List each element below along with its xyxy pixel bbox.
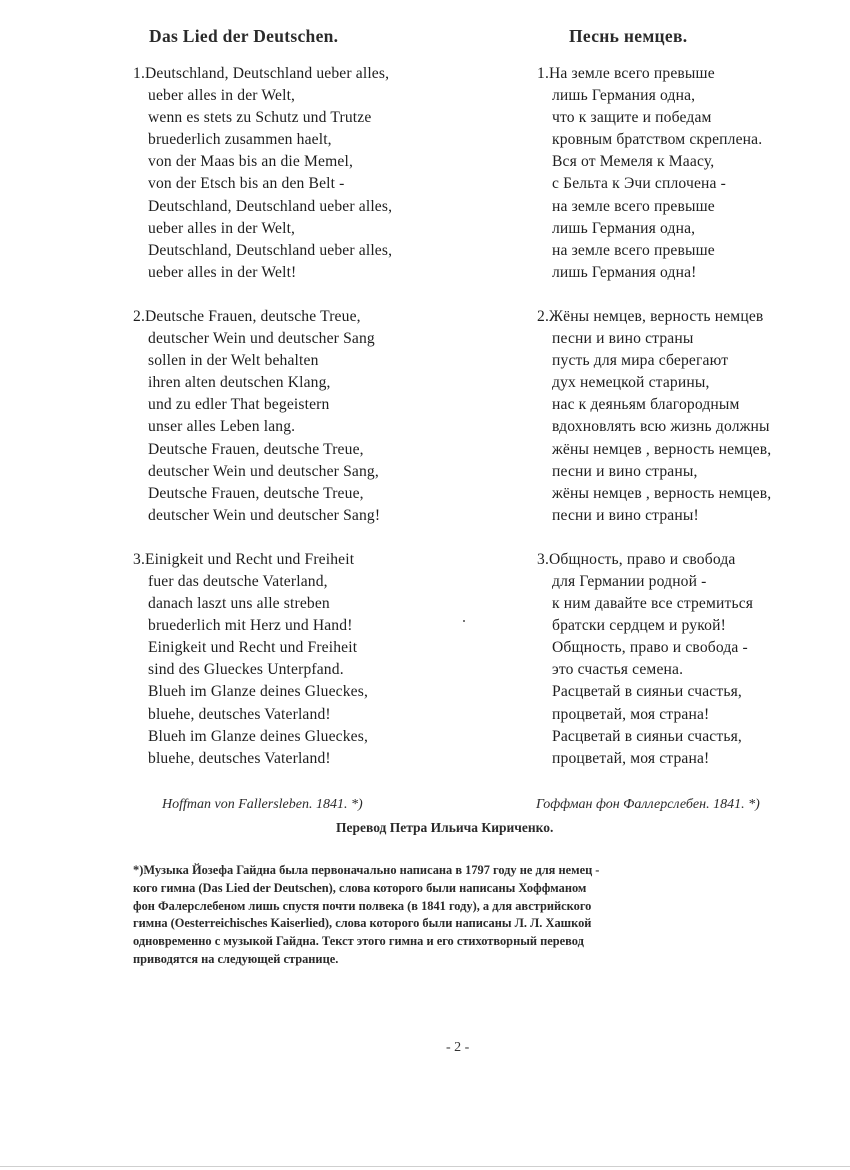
russian-lyric-line: кровным братством скреплена.: [552, 131, 763, 149]
russian-lyric-line: вдохновлять всю жизнь должны: [552, 418, 770, 436]
russian-lyric-line: пусть для мира сберегают: [552, 352, 729, 370]
page-number: - 2 -: [446, 1040, 470, 1055]
russian-lyric-line: жёны немцев , верность немцев,: [552, 484, 772, 502]
german-lyric-line: ueber alles in der Welt,: [148, 219, 296, 237]
russian-lyric-line: с Бельта к Эчи сплочена -: [552, 175, 726, 193]
russian-lyric-line: братски сердцем и рукой!: [552, 617, 726, 635]
german-lyric-line: danach laszt uns alle streben: [148, 595, 330, 613]
german-stanza-2: [133, 306, 493, 527]
footnote-line: приводятся на следующей странице.: [133, 951, 339, 966]
russian-lyric-line: 1.На земле всего превыше: [537, 65, 715, 82]
scan-speck: [463, 620, 465, 622]
footnote-line: одновременно с музыкой Гайдна. Текст этого гимна и его стихотворный перевод: [133, 934, 584, 949]
footnote: [133, 862, 773, 969]
german-lyric-line: deutscher Wein und deutscher Sang: [148, 330, 375, 348]
russian-lyric-line: дух немецкой старины,: [552, 374, 710, 392]
german-lyric-line: 1.Deutschland, Deutschland ueber alles,: [133, 65, 390, 82]
page-edge-line: [0, 1166, 850, 1167]
german-title: Das Lied der Deutschen.: [149, 26, 339, 46]
footnote-line: кого гимна (Das Lied der Deutschen), слова которого были написаны Хоффманом: [133, 880, 587, 895]
german-lyric-line: sollen in der Welt behalten: [148, 352, 319, 370]
footnote-line: *)Музыка Йозефа Гайдна была первоначально написана в 1797 году не для немец -: [133, 863, 600, 877]
footnote-line: фон Фалерслебеном лишь спустя почти полвека (в 1841 году), а для австрийского: [133, 898, 592, 913]
german-author-attribution: Hoffman von Fallersleben. 1841. *): [162, 797, 363, 812]
german-lyric-line: von der Etsch bis an den Belt -: [148, 175, 345, 193]
german-lyric-line: Blueh im Glanze deines Glueckes,: [148, 683, 369, 701]
german-lyric-line: Deutsche Frauen, deutsche Treue,: [148, 440, 364, 458]
german-lyric-line: Blueh im Glanze deines Glueckes,: [148, 727, 369, 745]
german-lyric-line: fuer das deutsche Vaterland,: [148, 572, 328, 590]
german-lyric-line: und zu edler That begeistern: [148, 396, 330, 414]
russian-stanza-2: [537, 306, 837, 527]
german-lyric-line: ihren alten deutschen Klang,: [148, 374, 331, 392]
russian-title: Песнь немцев.: [569, 26, 688, 46]
russian-lyric-line: на земле всего превыше: [552, 197, 715, 215]
german-lyric-line: bluehe, deutsches Vaterland!: [148, 749, 331, 767]
russian-lyric-line: что к защите и победам: [552, 109, 712, 127]
russian-lyrics-column: [537, 63, 837, 792]
russian-lyric-line: Общность, право и свобода -: [552, 639, 748, 657]
german-lyric-line: deutscher Wein und deutscher Sang,: [148, 462, 379, 480]
russian-stanza-3: [537, 549, 837, 770]
russian-lyric-line: песни и вино страны,: [552, 462, 698, 480]
german-lyrics-column: [133, 63, 493, 792]
german-lyric-line: Deutsche Frauen, deutsche Treue,: [148, 484, 364, 502]
russian-lyric-line: 2.Жёны немцев, верность немцев: [537, 307, 764, 325]
german-lyric-line: ueber alles in der Welt,: [148, 87, 296, 105]
russian-lyric-line: к ним давайте все стремиться: [552, 595, 754, 613]
russian-lyric-line: песни и вино страны: [552, 330, 694, 348]
russian-lyric-line: нас к деяньям благородным: [552, 396, 740, 414]
russian-lyric-line: жёны немцев , верность немцев,: [552, 440, 772, 458]
russian-lyric-line: на земле всего превыше: [552, 241, 715, 259]
footnote-line: гимна (Oesterreichisches Kaiserlied), слова которого были написаны Л. Л. Хашкой: [133, 916, 592, 931]
russian-stanza-1: [537, 63, 837, 284]
russian-lyric-line: Вся от Мемеля к Маасу,: [552, 153, 715, 171]
german-lyric-line: Deutschland, Deutschland ueber alles,: [148, 197, 393, 215]
german-lyric-line: sind des Glueckes Unterpfand.: [148, 661, 344, 679]
russian-lyric-line: для Германии родной -: [552, 572, 707, 590]
german-stanza-1: [133, 63, 493, 284]
russian-author-attribution: Гоффман фон Фаллерслебен. 1841. *): [536, 797, 760, 812]
german-lyric-line: ueber alles in der Welt!: [148, 263, 297, 281]
german-lyric-line: unser alles Leben lang.: [148, 418, 296, 436]
german-lyric-line: deutscher Wein und deutscher Sang!: [148, 506, 381, 524]
german-lyric-line: wenn es stets zu Schutz und Trutze: [148, 109, 372, 127]
russian-lyric-line: Расцветай в сияньи счастья,: [552, 727, 742, 745]
russian-lyric-line: 3.Общность, право и свобода: [537, 550, 736, 568]
german-lyric-line: bruederlich mit Herz und Hand!: [148, 617, 353, 635]
russian-lyric-line: лишь Германия одна,: [552, 219, 696, 237]
german-lyric-line: bluehe, deutsches Vaterland!: [148, 705, 331, 723]
german-lyric-line: 2.Deutsche Frauen, deutsche Treue,: [133, 307, 361, 325]
translator-credit: Перевод Петра Ильича Кириченко.: [336, 820, 554, 835]
german-lyric-line: bruederlich zusammen haelt,: [148, 131, 332, 149]
russian-lyric-line: процветай, моя страна!: [552, 705, 710, 723]
russian-lyric-line: лишь Германия одна!: [552, 263, 697, 281]
russian-lyric-line: лишь Германия одна,: [552, 87, 696, 105]
russian-lyric-line: процветай, моя страна!: [552, 749, 710, 767]
german-lyric-line: Deutschland, Deutschland ueber alles,: [148, 241, 393, 259]
german-stanza-3: [133, 549, 493, 770]
russian-lyric-line: это счастья семена.: [552, 661, 684, 679]
russian-lyric-line: Расцветай в сияньи счастья,: [552, 683, 742, 701]
german-lyric-line: Einigkeit und Recht und Freiheit: [148, 639, 358, 657]
russian-lyric-line: песни и вино страны!: [552, 506, 699, 524]
german-lyric-line: von der Maas bis an die Memel,: [148, 153, 354, 171]
german-lyric-line: 3.Einigkeit und Recht und Freiheit: [133, 550, 355, 568]
